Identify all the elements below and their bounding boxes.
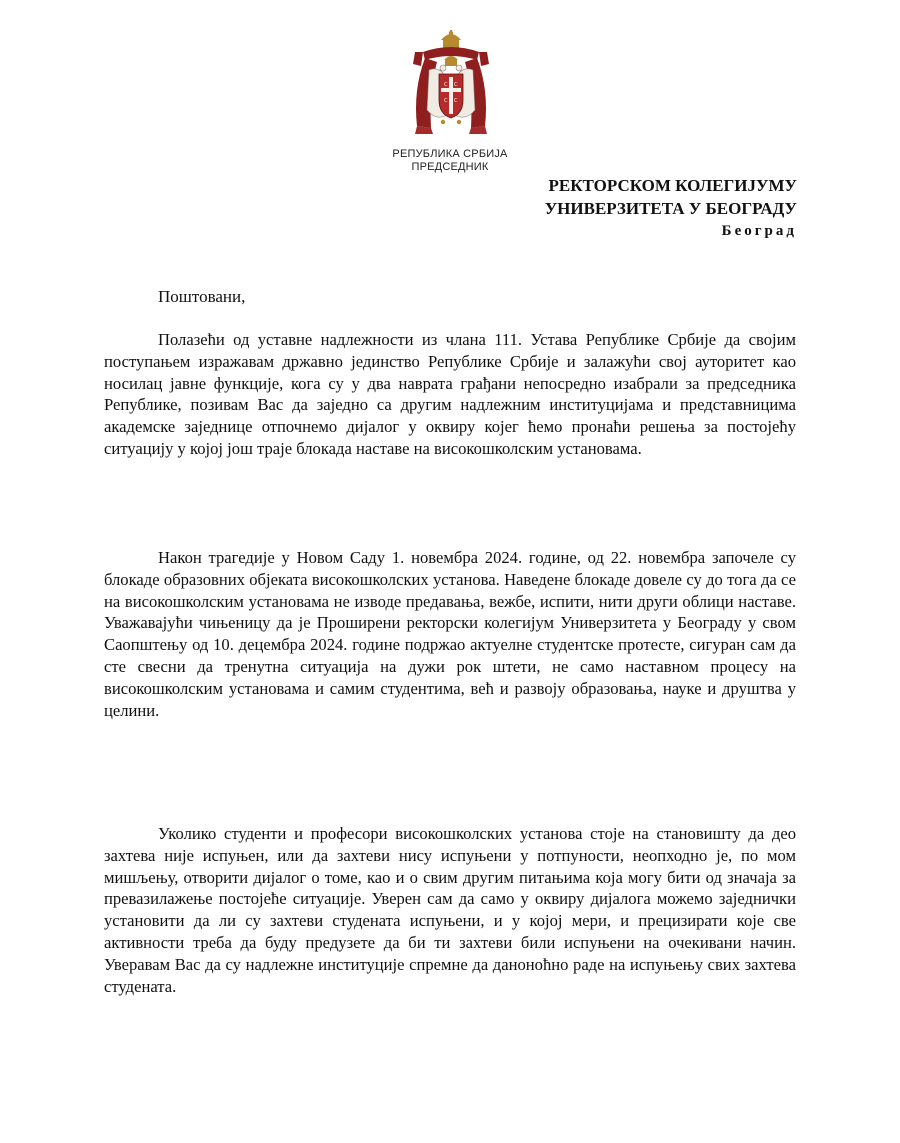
- lily-icon: [441, 120, 461, 124]
- shield-icon: [439, 74, 463, 118]
- salutation: Поштовани,: [158, 287, 246, 306]
- mantle-crown-icon: [441, 30, 461, 49]
- recipient-line-1: РЕКТОРСКОМ КОЛЕГИЈУМУ: [548, 176, 797, 195]
- body-paragraph: Након трагедије у Новом Саду 1. новембра 2024. године, од 22. новембра започеле су блокаде образовних објеката високошколских установа. Наведене блокаде довеле су до тога да се на високошколским установама не изводе предавања, вежбе, испити, нити други облици наставе. Уважавајући чињеницу да је Проширени ректорски колегијум Универзитета у Београду у свом Саопштењу од 10. децембра 2024. године подржао актуелне студентске протесте, сигуран сам да сте свесни да тренутна ситуација на дужи рок штети, не само наставном процесу на високошколским установама и самим студентима, већ и развоју образовања, науке и друштва у целини.: [104, 548, 796, 720]
- sender-office: ПРЕДСЕДНИК: [411, 161, 489, 173]
- sender-block: [340, 148, 560, 174]
- body-paragraph: Полазећи од уставне надлежности из члана 111. Устава Републике Србије да својим поступањем изражавам државно јединство Републике Србије и залажући свој ауторитет као носилац јавне функције, кога су у два наврата грађани непосредно изабрали за председника Републике, позивам Вас да заједно са другим надлежним институцијама и представницима академске заједнице отпочнемо дијалог у оквиру којег ћемо пронаћи решења за постојећу ситуацију у којој још траје блокада наставе на високошколским установама.: [104, 330, 796, 458]
- svg-text:С: С: [444, 98, 448, 104]
- recipient-block: [545, 174, 797, 243]
- coat-of-arms-icon: [403, 30, 499, 142]
- recipient-line-2: УНИВЕРЗИТЕТА У БЕОГРАДУ: [544, 199, 797, 218]
- recipient-city: Београд: [721, 223, 797, 239]
- inner-crown-icon: [444, 56, 458, 66]
- sender-country: РЕПУБЛИКА СРБИЈА: [392, 148, 508, 160]
- body-paragraph: Уколико студенти и професори високошколских установа стоје на становишту да део захтева није испуњен, или да захтеви нису испуњени у потпуности, неопходно је, по мом мишљењу, отворити дијалог о томе, као и о свим другим питањима која могу бити од значаја за превазилажење постојеће ситуације. Уверен сам да само у оквиру дијалога можемо заједнички установити да ли су захтеви студената испуњени, и у којој мери, и прецизирати које све активности треба да буду предузете да би ти захтеви били испуњени на очекивани начин. Уверавам Вас да су надлежне институције спремне да даноноћно раде на испуњењу свих захтева студената.: [104, 824, 796, 996]
- svg-text:С: С: [454, 82, 458, 88]
- svg-text:С: С: [454, 98, 458, 104]
- svg-text:С: С: [444, 82, 448, 88]
